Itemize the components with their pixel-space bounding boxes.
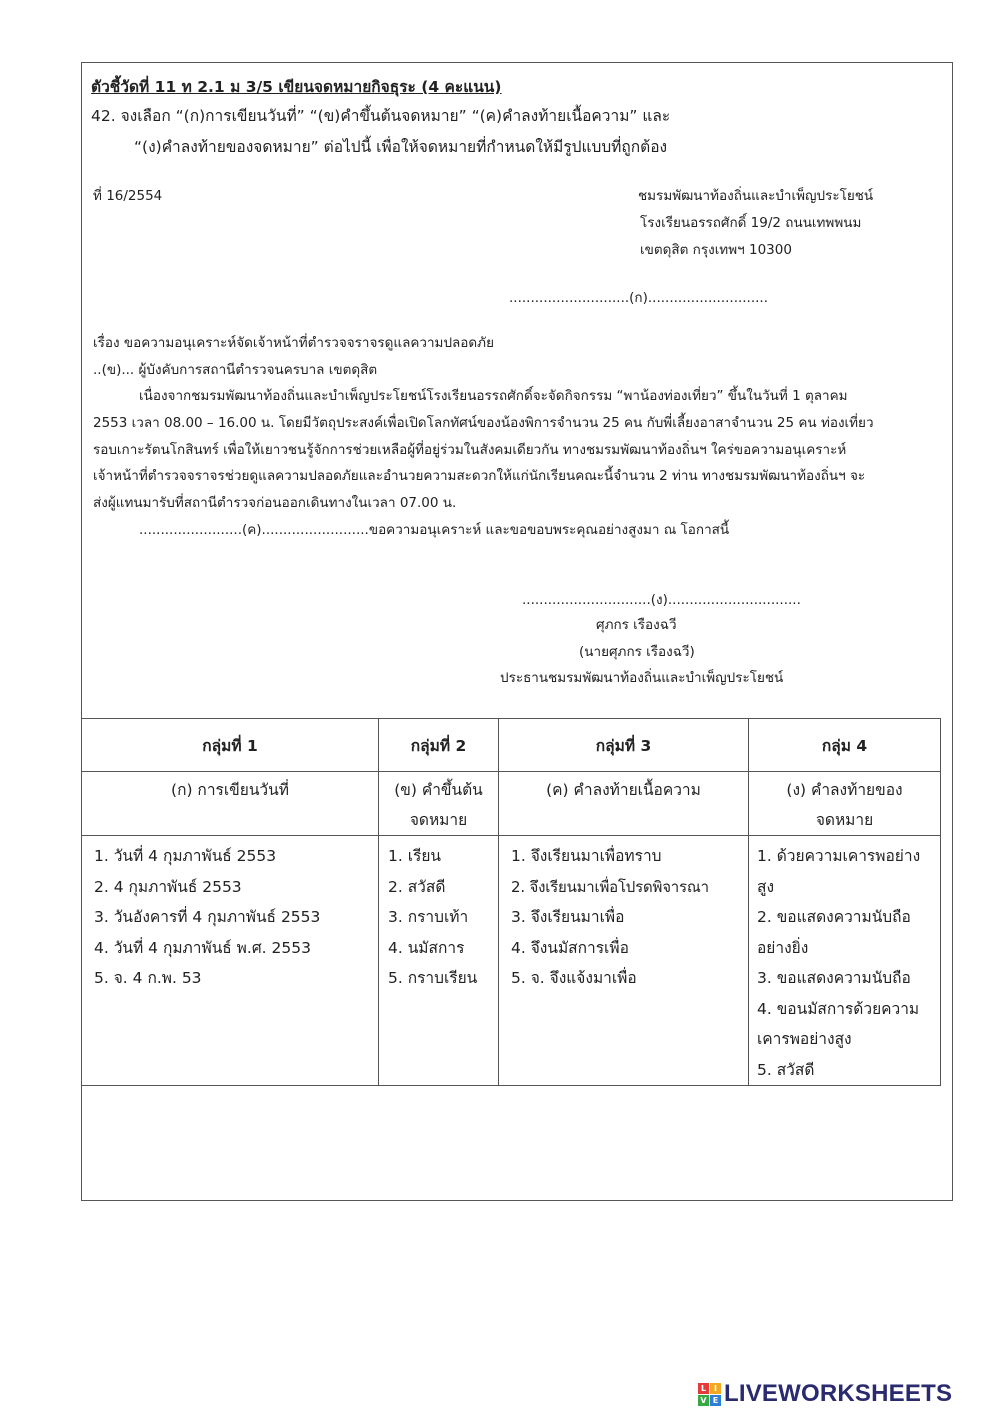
answer-choices-table — [81, 718, 941, 1086]
option-kho-4: 4. นมัสการ — [388, 938, 465, 957]
option-kho-5: 5. กราบเรียน — [388, 969, 478, 987]
option-kho-3: 3. กราบเท้า — [388, 908, 469, 926]
table-subheader-row — [82, 772, 941, 836]
subheader-ko: (ก) การเขียนวันที่ — [82, 772, 379, 836]
date-blank: ............................(ก)............................ — [509, 290, 769, 306]
option-ngo-4: 4. ขอนมัสการด้วยความเคารพอย่างสูง — [757, 999, 920, 1048]
letter-body-line-1: เนื่องจากชมรมพัฒนาท้องถิ่นและบำเพ็ญประโยชน์โรงเรียนอรรถศักดิ์จะจัดกิจกรรม “พาน้องท่องเที่ยว” ขึ้นในวันที่ 1 ตุลาคม — [139, 388, 848, 404]
option-kho-khwai-2: 2. จึงเรียนมาเพื่อโปรดพิจารณา — [511, 877, 709, 896]
group-1-header: กลุ่มที่ 1 — [82, 719, 379, 772]
indicator-heading: ตัวชี้วัดที่ 11 ท 2.1 ม 3/5 เขียนจดหมายกิจธุระ (4 คะแนน) — [91, 78, 502, 96]
logo-mark-letter: E — [710, 1395, 721, 1406]
option-ko-3: 3. วันอังคารที่ 4 กุมภาพันธ์ 2553 — [94, 908, 321, 926]
column-kho-khwai-options — [499, 836, 749, 1086]
option-ngo-1: 1. ด้วยความเคารพอย่างสูง — [757, 847, 921, 896]
table-options-row — [82, 836, 941, 1086]
column-ko-options — [82, 836, 379, 1086]
option-kho-khwai-5: 5. จ. จึงแจ้งมาเพื่อ — [511, 969, 637, 987]
logo-mark-icon — [698, 1383, 721, 1406]
option-ngo-5: 5. สวัสดี — [757, 1060, 815, 1079]
option-kho-khwai-3: 3. จึงเรียนมาเพื่อ — [511, 908, 625, 926]
option-kho-2: 2. สวัสดี — [388, 877, 446, 896]
logo-mark-letter: V — [698, 1395, 709, 1406]
subheader-kho: (ข) คำขึ้นต้นจดหมาย — [379, 772, 499, 836]
signature-fullname: (นายศุภกร เรืองฉวี) — [579, 644, 695, 660]
logo-mark-letter: L — [698, 1383, 709, 1394]
question-line-1: 42. จงเลือก “(ก)การเขียนวันที่” “(ข)คำขึ้นต้นจดหมาย” “(ค)คำลงท้ายเนื้อความ” และ — [91, 107, 671, 125]
sender-address-line-3: เขตดุสิต กรุงเทพฯ 10300 — [640, 242, 792, 258]
letter-salutation: ..(ข)... ผู้บังคับการสถานีตำรวจนครบาล เขตดุสิต — [93, 362, 378, 378]
letter-body-line-5: ส่งผู้แทนมารับที่สถานีตำรวจก่อนออกเดินทางในเวลา 07.00 น. — [93, 495, 457, 511]
group-3-header: กลุ่มที่ 3 — [499, 719, 749, 772]
sender-address-line-2: โรงเรียนอรรถศักดิ์ 19/2 ถนนเทพพนม — [640, 215, 862, 231]
option-kho-khwai-4: 4. จึงนมัสการเพื่อ — [511, 938, 629, 957]
logo-mark-letter: I — [710, 1383, 721, 1394]
letter-subject: เรื่อง ขอความอนุเคราะห์จัดเจ้าหน้าที่ตำรวจจราจรดูแลความปลอดภัย — [93, 335, 494, 351]
letter-body-line-4: เจ้าหน้าที่ตำรวจจราจรช่วยดูแลความปลอดภัยและอำนวยความสะดวกให้แก่นักเรียนคณะนี้จำนวน 2 ท่าน ทางชมรมพัฒนาท้องถิ่นฯ จะ — [93, 468, 866, 484]
table-group-row — [82, 719, 941, 772]
logo-wordmark: LIVEWORKSHEETS — [724, 1380, 953, 1407]
column-kho-options — [379, 836, 499, 1086]
option-ngo-3: 3. ขอแสดงความนับถือ — [757, 969, 911, 987]
column-ngo-options — [749, 836, 941, 1086]
option-ngo-2: 2. ขอแสดงความนับถืออย่างยิ่ง — [757, 908, 911, 957]
letter-body-line-3: รอบเกาะรัตนโกสินทร์ เพื่อให้เยาวชนรู้จักการช่วยเหลือผู้ที่อยู่ร่วมในสังคมเดียวกัน ทางชมรมพัฒนาท้องถิ่นฯ ใคร่ขอความอนุเคราะห์ — [93, 442, 847, 458]
question-line-2: “(ง)คำลงท้ายของจดหมาย” ต่อไปนี้ เพื่อให้จดหมายที่กำหนดให้มีรูปแบบที่ถูกต้อง — [134, 138, 668, 156]
signature-blank: ..............................(ง)............................... — [522, 592, 801, 608]
sender-address-line-1: ชมรมพัฒนาท้องถิ่นและบำเพ็ญประโยชน์ — [638, 188, 874, 204]
option-kho-1: 1. เรียน — [388, 847, 442, 865]
subheader-ngo: (ง) คำลงท้ายของจดหมาย — [749, 772, 941, 836]
group-2-header: กลุ่มที่ 2 — [379, 719, 499, 772]
group-4-header: กลุ่ม 4 — [749, 719, 941, 772]
option-ko-4: 4. วันที่ 4 กุมภาพันธ์ พ.ศ. 2553 — [94, 938, 311, 957]
option-ko-1: 1. วันที่ 4 กุมภาพันธ์ 2553 — [94, 847, 277, 865]
letter-body-line-2: 2553 เวลา 08.00 – 16.00 น. โดยมีวัตถุประสงค์เพื่อเปิดโลกทัศน์ของน้องพิการจำนวน 25 คน กับพี่เลี้ยงอาสาจำนวน 25 คน ท่องเที่ยว — [93, 415, 874, 431]
liveworksheets-logo — [698, 1379, 952, 1409]
option-kho-khwai-1: 1. จึงเรียนมาเพื่อทราบ — [511, 847, 662, 865]
signature-name: ศุภกร เรืองฉวี — [596, 617, 677, 633]
option-ko-2: 2. 4 กุมภาพันธ์ 2553 — [94, 877, 242, 896]
option-ko-5: 5. จ. 4 ก.พ. 53 — [94, 969, 202, 987]
signature-position: ประธานชมรมพัฒนาท้องถิ่นและบำเพ็ญประโยชน์ — [500, 670, 784, 686]
subheader-kho-khwai: (ค) คำลงท้ายเนื้อความ — [499, 772, 749, 836]
letter-closing-line: ........................(ค).........................ขอความอนุเคราะห์ และขอขอบพระคุณอย่างสูงมา ณ โอกาสนี้ — [139, 522, 730, 538]
letter-ref-no: ที่ 16/2554 — [93, 188, 163, 204]
